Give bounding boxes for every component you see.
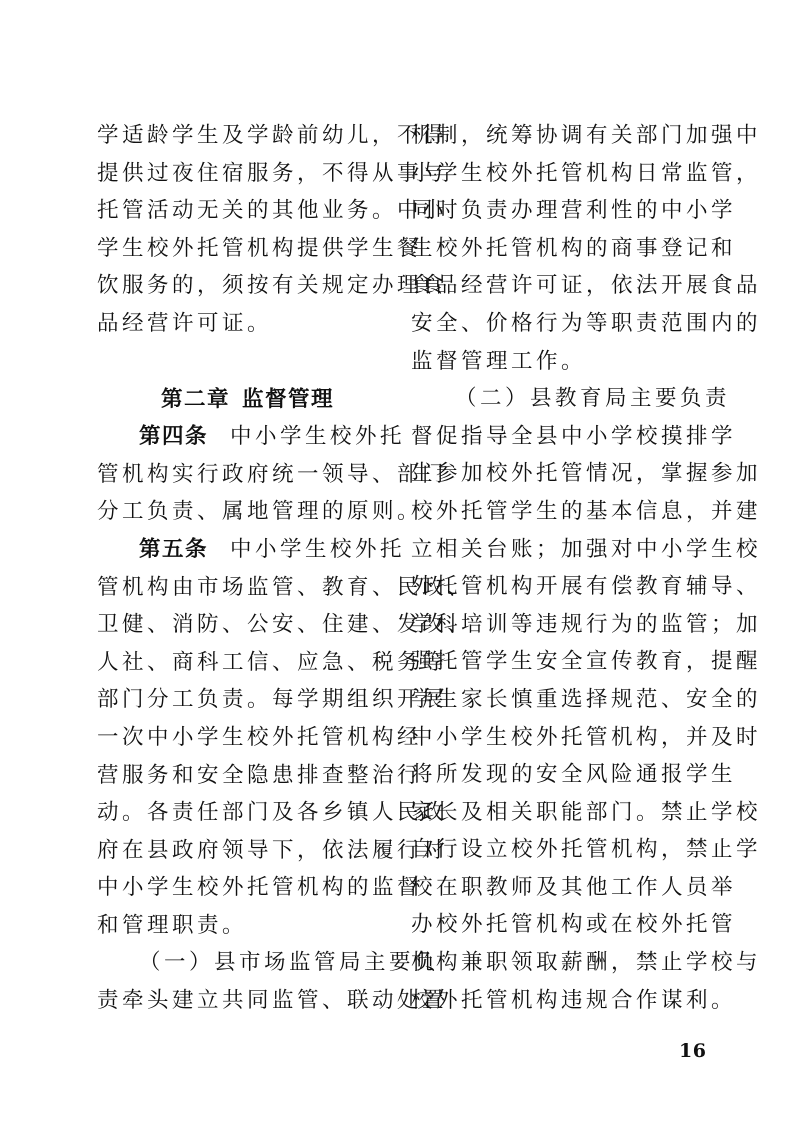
text-line: 学生校外托管机构提供学生餐 xyxy=(97,235,423,261)
text-line: 校外托管学生的基本信息，并建 xyxy=(411,498,762,524)
text-line: 中小学生校外托 xyxy=(230,536,406,562)
text-line: 外托管机构开展有偿教育辅导、 xyxy=(411,574,762,600)
article-five-first-line xyxy=(97,531,406,569)
text-line: 食品经营许可证，依法开展食品 xyxy=(411,273,762,299)
text-line: 中小学生校外托管机构的监督 xyxy=(97,875,423,901)
text-line: 校在职教师及其他工作人员举 xyxy=(411,874,737,900)
text-line: 分工负责、属地管理的原则。 xyxy=(97,499,423,525)
text-line: 生参加校外托管情况，掌握参加 xyxy=(411,461,762,487)
text-line: 责牵头建立共同监管、联动处置 xyxy=(97,988,448,1014)
text-line: 托管活动无关的其他业务。中小 xyxy=(97,198,448,224)
text-line: 中小学生校外托管机构，并及时 xyxy=(411,724,762,750)
text-line: 生校外托管机构的商事登记和 xyxy=(411,235,737,261)
text-line: 自行设立校外托管机构，禁止学 xyxy=(411,837,762,863)
text-line: 学生家长慎重选择规范、安全的 xyxy=(411,686,762,712)
text-line: 校外托管机构违规合作谋利。 xyxy=(411,987,737,1013)
text-line: 一次中小学生校外托管机构经 xyxy=(97,724,423,750)
text-line: 部门分工负责。每学期组织开展 xyxy=(97,687,448,713)
text-line: 府在县政府领导下，依法履行对 xyxy=(97,837,448,863)
article-label: 第五条 xyxy=(139,536,209,562)
text-line: 监督管理工作。 xyxy=(411,348,587,374)
text-line: 机构兼职领取薪酬，禁止学校与 xyxy=(411,950,762,976)
paragraph-spacer xyxy=(97,343,393,381)
text-line: 立相关台账；加强对中小学生校 xyxy=(411,536,762,562)
text-line: 卫健、消防、公安、住建、发改、 xyxy=(97,612,473,638)
text-line: 饮服务的，须按有关规定办理食 xyxy=(97,273,448,299)
text-line: （一）县市场监管局主要负 xyxy=(139,950,440,976)
text-line: 营服务和安全隐患排查整治行 xyxy=(97,762,423,788)
chapter-title: 监督管理 xyxy=(242,386,335,412)
text-line: 提供过夜住宿服务，不得从事与 xyxy=(97,160,448,186)
text-line: 督促指导全县中小学校摸排学 xyxy=(411,423,737,449)
text-line: 中小学生校外托 xyxy=(230,424,406,450)
text-line: 学适龄学生及学龄前幼儿，不得 xyxy=(97,123,448,148)
text-line: （二）县教育局主要负责 xyxy=(455,386,731,412)
text-line: 小学生校外托管机构日常监管， xyxy=(411,160,762,186)
chapter-heading xyxy=(97,381,393,419)
text-line: 将所发现的安全风险通报学生 xyxy=(411,762,737,788)
page-number: 16 xyxy=(679,1040,707,1062)
text-line: 机制，统筹协调有关部门加强中 xyxy=(411,123,762,148)
left-column xyxy=(97,117,473,1020)
chapter-number: 第二章 xyxy=(161,386,231,412)
article-label: 第四条 xyxy=(139,424,209,450)
text-line: 安全、价格行为等职责范围内的 xyxy=(411,310,762,336)
text-line: 同时负责办理营利性的中小学 xyxy=(411,198,737,224)
text-line: 管机构实行政府统一领导、部门 xyxy=(97,461,448,487)
text-line: 和管理职责。 xyxy=(97,912,248,938)
text-line: 管机构由市场监管、教育、民政、 xyxy=(97,574,473,600)
text-line: 家长及相关职能部门。禁止学校 xyxy=(411,799,762,825)
article-four-first-line xyxy=(97,418,406,456)
text-line: 强托管学生安全宣传教育，提醒 xyxy=(411,649,762,675)
text-line: 办校外托管机构或在校外托管 xyxy=(411,912,737,938)
text-line: 品经营许可证。 xyxy=(97,310,273,336)
text-line: 人社、商科工信、应急、税务等 xyxy=(97,649,448,675)
text-line: 学科培训等违规行为的监管；加 xyxy=(411,611,762,637)
right-column xyxy=(411,117,762,1019)
text-line: 动。各责任部门及各乡镇人民政 xyxy=(97,800,448,826)
